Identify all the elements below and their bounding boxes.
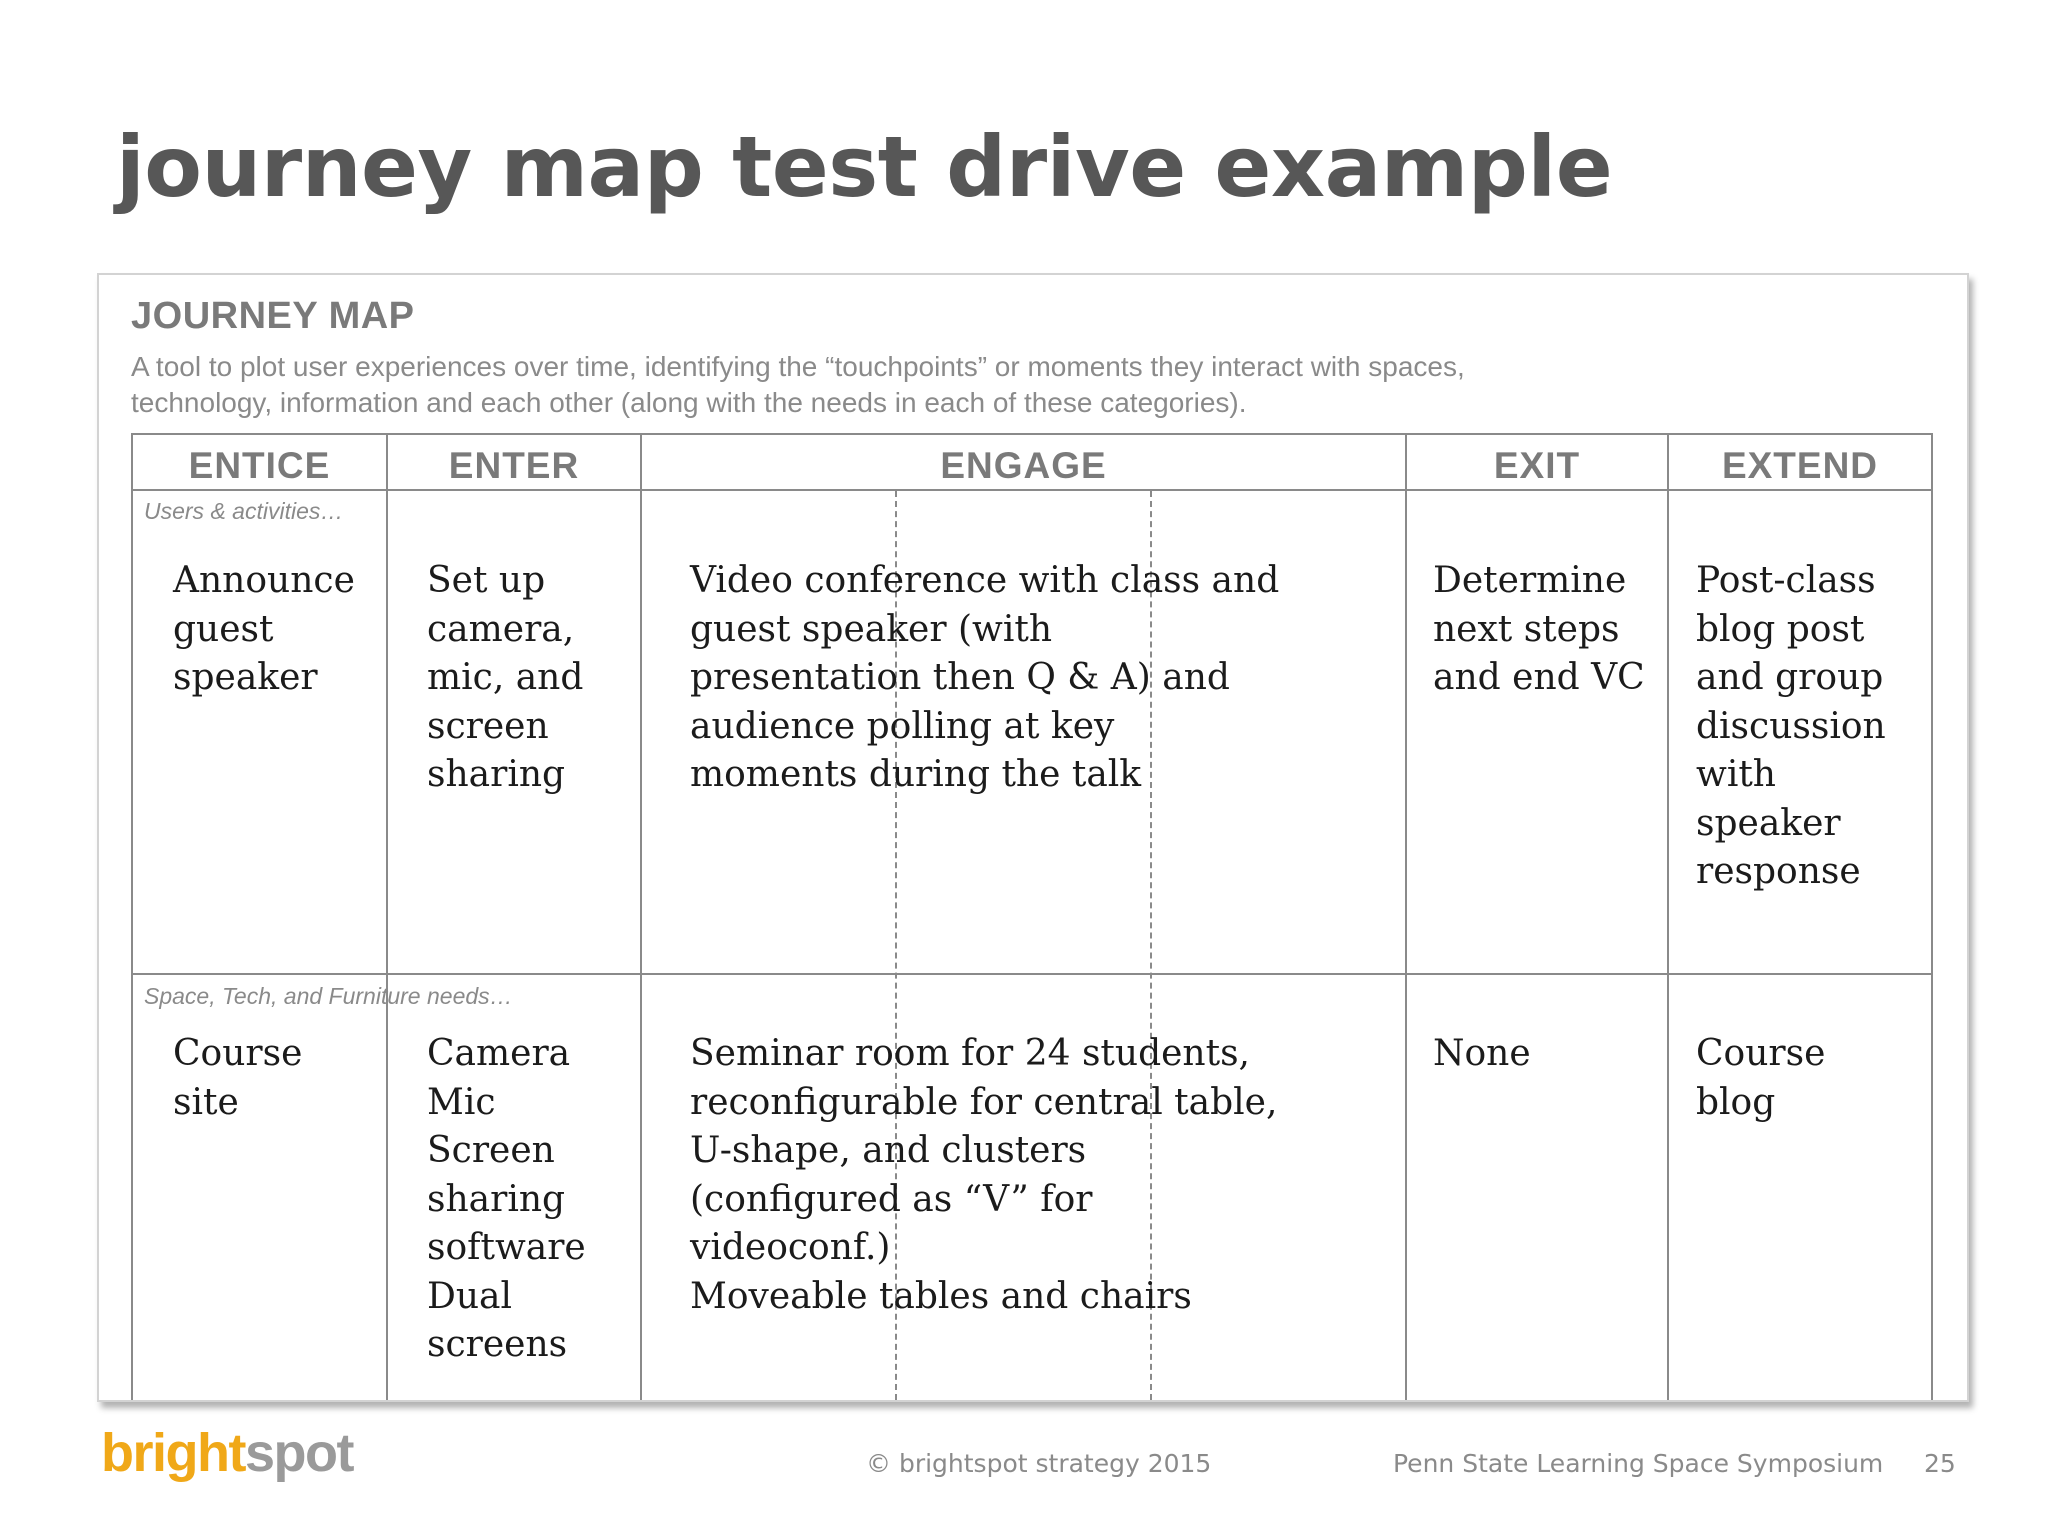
cell-line: reconfigurable for central table,	[690, 1081, 1278, 1123]
event-name: Penn State Learning Space Symposium	[1393, 1449, 1884, 1478]
cell-extend-needs	[1696, 1030, 1825, 1127]
cell-line: sharing	[427, 1178, 566, 1220]
row-divider	[131, 973, 1933, 975]
cell-engage-needs	[690, 1030, 1277, 1321]
cell-line: Determine	[1433, 560, 1627, 601]
cell-line: presentation then Q & A) and	[690, 657, 1230, 698]
cell-line: speaker	[1696, 802, 1841, 844]
cell-line: site	[173, 1081, 239, 1123]
cell-entice-needs	[173, 1030, 302, 1127]
cell-line: U-shape, and clusters	[690, 1130, 1087, 1171]
journey-map-description	[131, 349, 1931, 421]
cell-line: None	[1433, 1033, 1531, 1074]
stage-header-engage: ENGAGE	[940, 445, 1107, 486]
cell-line: screens	[427, 1324, 568, 1365]
cell-line: Post-class	[1696, 560, 1876, 601]
description-line: technology, information and each other (along with the needs in each of these categories).	[131, 387, 1247, 418]
cell-line: Course	[1696, 1033, 1826, 1074]
description-line: A tool to plot user experiences over time, identifying the “touchpoints” or moments they interact with spaces,	[131, 351, 1465, 382]
cell-line: moments during the talk	[690, 754, 1142, 795]
journey-map-card	[97, 273, 1969, 1402]
cell-extend-users	[1696, 557, 1886, 897]
table-top-border	[131, 433, 1933, 435]
cell-line: Camera	[427, 1033, 571, 1074]
cell-line: videoconf.)	[690, 1227, 891, 1268]
stage-header-exit: EXIT	[1493, 445, 1581, 486]
cell-line: next steps	[1433, 608, 1620, 650]
table-right-border	[1931, 433, 1933, 1400]
table-left-border	[131, 433, 133, 1400]
cell-line: Announce	[173, 560, 355, 601]
cell-line: Set up	[427, 560, 546, 601]
cell-enter-needs	[427, 1030, 586, 1370]
cell-line: and group	[1696, 657, 1884, 698]
cell-line: blog post	[1696, 608, 1865, 650]
cell-line: software	[427, 1227, 586, 1268]
logo-text-spot: spot	[244, 1423, 353, 1483]
column-divider	[1667, 433, 1669, 1400]
row-label-users-activities: Users & activities…	[144, 498, 344, 524]
logo-text-bright: bright	[101, 1423, 245, 1483]
cell-line: audience polling at key	[690, 705, 1115, 747]
cell-line: Video conference with class and	[690, 560, 1280, 601]
cell-line: discussion	[1696, 705, 1886, 747]
cell-line: Mic	[427, 1081, 496, 1123]
cell-line: Seminar room for 24 students,	[690, 1033, 1251, 1074]
stage-header-extend: EXTEND	[1721, 445, 1879, 486]
copyright-notice: © brightspot strategy 2015	[866, 1449, 1212, 1478]
cell-line: Course	[173, 1033, 303, 1074]
cell-line: guest	[173, 608, 274, 650]
cell-enter-users	[427, 557, 583, 800]
cell-line: camera,	[427, 608, 575, 650]
cell-line: mic, and	[427, 657, 584, 698]
cell-line: speaker	[173, 657, 318, 698]
cell-engage-users	[690, 557, 1279, 800]
column-divider	[1405, 433, 1407, 1400]
page-number: 25	[1924, 1449, 1956, 1478]
cell-exit-users	[1433, 557, 1645, 703]
cell-exit-needs	[1433, 1030, 1531, 1079]
cell-line: response	[1696, 851, 1861, 892]
cell-line: guest speaker (with	[690, 608, 1053, 650]
stage-header-entice: ENTICE	[188, 445, 331, 486]
stage-header-enter: ENTER	[448, 445, 580, 486]
cell-line: and end VC	[1433, 657, 1645, 698]
cell-line: Screen	[427, 1130, 555, 1171]
slide-title: journey map test drive example	[116, 118, 1613, 216]
cell-line: with	[1696, 754, 1776, 795]
cell-entice-users	[173, 557, 355, 703]
journey-map-heading: JOURNEY MAP	[131, 295, 415, 337]
cell-line: screen	[427, 705, 549, 747]
cell-line: sharing	[427, 754, 566, 795]
column-divider	[386, 433, 388, 1400]
row-label-space-tech-furniture: Space, Tech, and Furniture needs…	[144, 983, 513, 1009]
cell-line: Dual	[427, 1275, 513, 1317]
cell-line: Moveable tables and chairs	[690, 1275, 1192, 1317]
column-divider	[640, 433, 642, 1400]
cell-line: (configured as “V” for	[690, 1178, 1093, 1220]
cell-line: blog	[1696, 1081, 1776, 1123]
brightspot-logo	[101, 1422, 353, 1484]
